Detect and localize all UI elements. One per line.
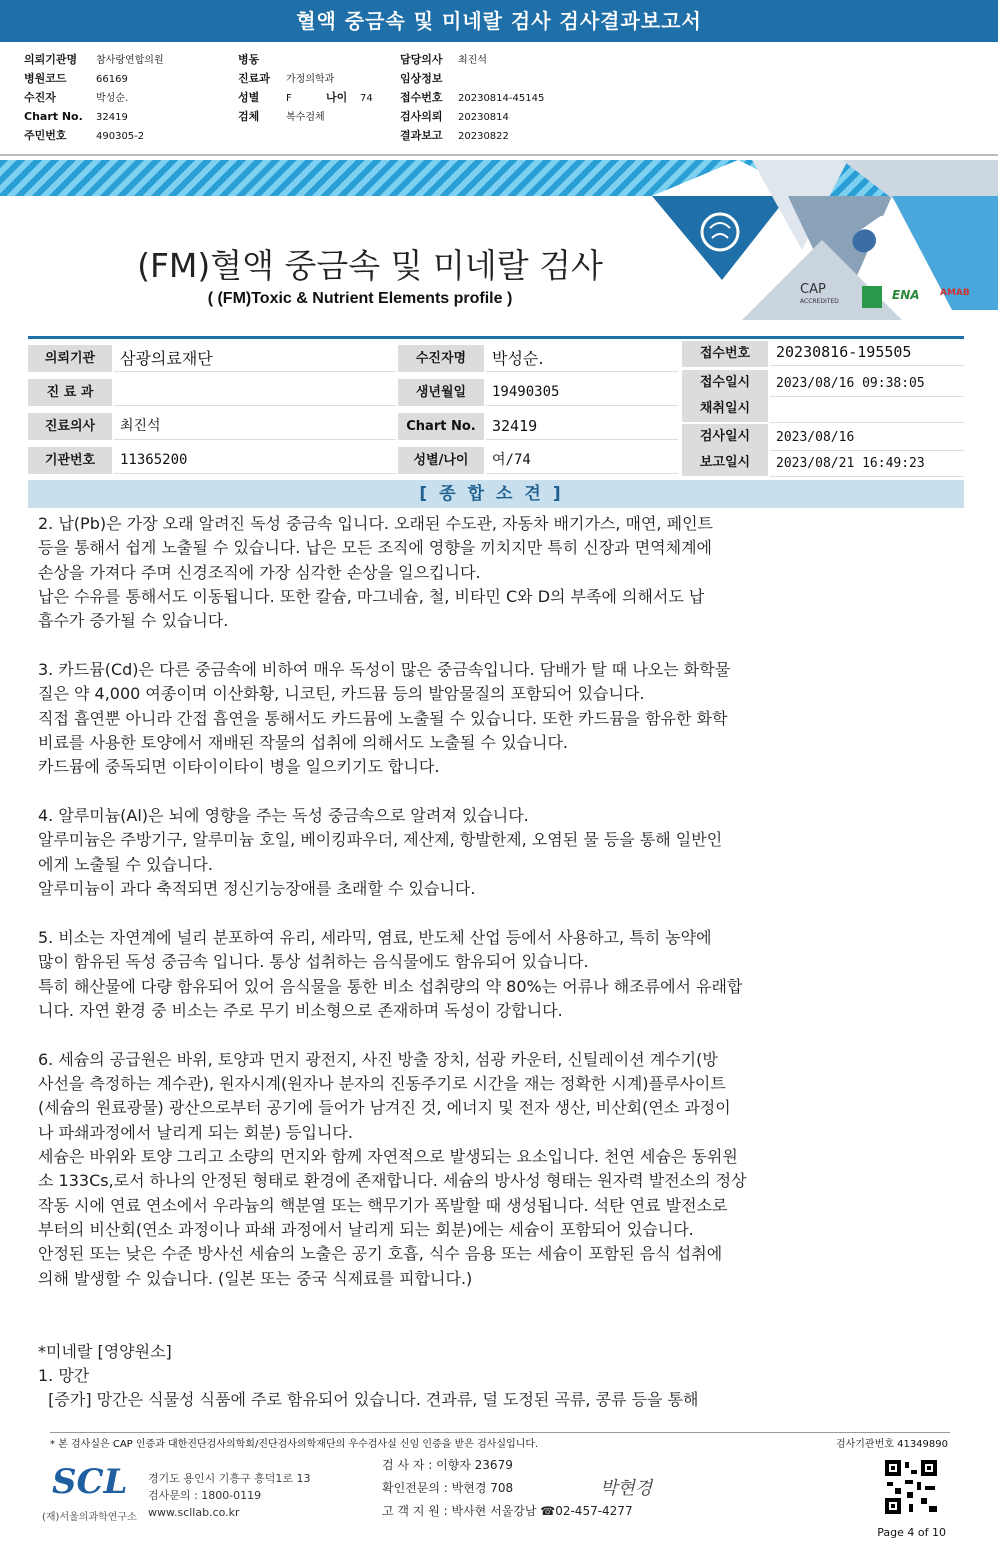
page-number: Page 4 of 10 — [877, 1526, 946, 1539]
summary-heading: [종합소견] — [28, 480, 964, 508]
chart-value: 32419 — [486, 413, 678, 440]
org-contact — [148, 1470, 311, 1521]
cap-logo: CAP — [800, 282, 826, 297]
age-label: 나이 — [326, 91, 348, 104]
header-field-label: 진료과 — [238, 72, 270, 85]
summary-line: 특히 해산물에 다량 함유되어 있어 음식물을 통한 비소 섭취량의 약 80%는 어류나 해조류에서 유래합 — [38, 976, 743, 996]
summary-text — [38, 512, 918, 1413]
cap-accredited-text: ACCREDITED — [800, 298, 839, 305]
dept-label: 진 료 과 — [28, 379, 112, 406]
header-field — [24, 107, 164, 126]
summary-line: (세슘의 원료광물) 광산으로부터 공기에 들어가 남겨진 것, 에너지 및 전자 생산, 비산회(연소 과정이 — [38, 1098, 731, 1118]
code-label: 기관번호 — [28, 447, 112, 474]
sex-age-value: 여/74 — [486, 447, 678, 474]
header-field-value: 32419 — [96, 112, 128, 123]
accreditation-logos — [800, 282, 990, 314]
summary-line: 5. 비소는 자연계에 널리 분포하여 유리, 세라믹, 염료, 반도체 산업 등에서 사용하고, 특히 농약에 — [38, 927, 712, 947]
summary-line: 등을 통해서 쉽게 노출될 수 있습니다. 납은 모든 조직에 영향을 끼치지만 특히 신장과 면역체계에 — [38, 538, 712, 558]
header-field-label: 수진자 — [24, 91, 56, 104]
header-field-label: 병동 — [238, 53, 260, 66]
summary-line — [38, 1291, 918, 1315]
patient-header — [0, 42, 998, 156]
header-field — [238, 50, 373, 69]
summary-line: 나 파쇄과정에서 날리게 되는 회분) 등입니다. — [38, 1122, 353, 1142]
header-field — [400, 126, 544, 145]
name-value: 박성순. — [486, 345, 678, 372]
birth-label: 생년월일 — [398, 379, 484, 406]
panel-title: (FM)혈액 중금속 및 미네랄 검사 — [137, 246, 603, 285]
summary-line: 알루미늄은 주방기구, 알루미늄 호일, 베이킹파우더, 제산제, 항발한제, 오염된 물 등을 통해 일반인 — [38, 830, 723, 850]
report-title: 혈액 중금속 및 미네랄 검사 검사결과보고서 — [296, 9, 702, 33]
summary-line: 6. 세슘의 공급원은 바위, 토양과 먼지 광전지, 사진 방출 장치, 섬광 카운터, 신틸레이션 계수기(방 — [38, 1049, 718, 1069]
doctor-label: 진료의사 — [28, 413, 112, 440]
header-field-label: 의뢰기관명 — [24, 53, 78, 66]
header-field — [238, 107, 373, 126]
ena-logo: ENA — [892, 288, 920, 302]
summary-line: 3. 카드뮴(Cd)은 다른 중금속에 비하여 매우 독성이 많은 중금속입니다. 담배가 탈 때 나오는 화학물 — [38, 660, 731, 680]
inst-value: 삼광의료재단 — [114, 345, 396, 372]
lm-logo — [862, 286, 882, 308]
summary-line — [38, 1023, 918, 1047]
header-field-value: F — [286, 93, 292, 104]
lab-institution-number: 검사기관번호 41349890 — [835, 1439, 948, 1450]
header-field-label: 주민번호 — [24, 129, 67, 142]
recv-date-value: 2023/08/16 09:38:05 — [770, 370, 964, 397]
header-field-value: 복수검체 — [286, 112, 325, 123]
signature: 박현경 — [600, 1478, 653, 1499]
summary-line — [38, 634, 918, 658]
summary-line: 소 133Cs,로서 하나의 안정된 형태로 환경에 존재합니다. 세슘의 방사성 형태는 원자력 발전소의 정상 — [38, 1171, 747, 1191]
tester: 검 사 자 : 이향자 23679 — [382, 1458, 513, 1472]
sex-age-label: 성별/나이 — [398, 447, 484, 474]
header-field — [400, 69, 544, 88]
summary-line: 1. 망간 — [38, 1366, 90, 1386]
summary-line: 직접 흡연뿐 아니라 간접 흡연을 통해서도 카드뮴에 노출될 수 있습니다. 또한 카드뮴을 함유한 화학 — [38, 708, 728, 728]
draw-date-value — [770, 396, 964, 423]
org-url[interactable]: www.scllab.co.kr — [148, 1506, 240, 1519]
summary-line: 안정된 또는 낮은 수준 방사선 세슘의 노출은 공기 호흡, 식수 음용 또는 세슘이 포함된 음식 섭취에 — [38, 1244, 723, 1264]
name-label: 수진자명 — [398, 345, 484, 372]
header-field-label: Chart No. — [24, 110, 83, 123]
org-address: 경기도 용인시 기흥구 흥덕1로 13 — [148, 1472, 311, 1485]
summary-line: 알루미늄이 과다 축적되면 정신기능장애를 초래할 수 있습니다. — [38, 879, 476, 899]
header-field — [238, 88, 373, 107]
code-value: 11365200 — [114, 447, 396, 474]
qr-code-icon — [883, 1458, 939, 1516]
header-field-label: 검사의뢰 — [400, 110, 443, 123]
summary-line: 4. 알루미늄(Al)은 뇌에 영향을 주는 독성 중금속으로 알려져 있습니다. — [38, 806, 529, 826]
staff-info — [382, 1454, 633, 1523]
header-field — [24, 88, 164, 107]
summary-line: 의해 발생할 수 있습니다. (일본 또는 중국 식제료를 피합니다.) — [38, 1268, 473, 1288]
summary-line: 손상을 가져다 주며 신경조직에 가장 심각한 손상을 일으킵니다. — [38, 562, 481, 582]
birth-value: 19490305 — [486, 379, 678, 406]
header-field-value: 490305-2 — [96, 131, 145, 142]
header-field — [400, 107, 544, 126]
panel-subtitle: ( (FM)Toxic & Nutrient Elements profile ) — [207, 290, 513, 307]
header-field-value: 가정의학과 — [286, 74, 335, 85]
page-footer — [0, 1450, 998, 1564]
accreditation-footnote — [50, 1432, 950, 1450]
summary-line: 비료를 사용한 토양에서 재배된 작물의 섭취에 의해서도 노출될 수 있습니다. — [38, 733, 568, 753]
header-field — [24, 50, 164, 69]
header-field-value: 66169 — [96, 74, 128, 85]
header-field-label: 접수번호 — [400, 91, 443, 104]
footnote-text: * 본 검사실은 CAP 인증과 대한진단검사의학회/진단검사의학재단의 우수검사실 신임 인증을 받은 검사실입니다. — [50, 1439, 539, 1450]
summary-line — [38, 1315, 918, 1339]
summary-line: 많이 함유된 독성 중금속 입니다. 통상 섭취하는 음식물에도 함유되어 있습니다. — [38, 952, 589, 972]
recv-no-value: 20230816-195505 — [770, 339, 964, 366]
header-field-value: 20230814 — [458, 112, 509, 123]
test-date-value: 2023/08/16 — [770, 424, 964, 451]
summary-line: 2. 납(Pb)은 가장 오래 알려진 독성 중금속 입니다. 오래된 수도관, 자동차 배기가스, 매연, 페인트 — [38, 514, 713, 533]
reviewer: 확인전문의 : 박현경 708 — [382, 1481, 514, 1495]
summary-line: 질은 약 4,000 여종이며 이산화황, 니코틴, 카드뮴 등의 발암물질의 포함되어 있습니다. — [38, 684, 645, 704]
org-phone: 검사문의 : 1800-0119 — [148, 1489, 262, 1502]
summary-line: 카드뮴에 중독되면 이타이이타이 병을 일으키기도 합니다. — [38, 757, 440, 777]
recv-no-label: 접수번호 — [682, 341, 768, 367]
report-title-bar — [0, 0, 998, 42]
header-field-value: 20230814-45145 — [458, 93, 545, 104]
org-name: (재)서울의과학연구소 — [42, 1512, 137, 1523]
amab-logo: AMAB — [940, 288, 970, 298]
chart-label: Chart No. — [398, 413, 484, 440]
summary-line — [38, 902, 918, 926]
header-field — [24, 69, 164, 88]
header-field-label: 병원코드 — [24, 72, 67, 85]
header-field-label: 검체 — [238, 110, 260, 123]
header-field — [400, 88, 544, 107]
header-field-value: 참사랑연합의원 — [96, 55, 164, 66]
summary-line: 흡수가 증가될 수 있습니다. — [38, 611, 229, 631]
header-field-label: 성별 — [238, 91, 260, 104]
inst-label: 의뢰기관 — [28, 345, 112, 372]
header-field — [238, 69, 373, 88]
header-field — [24, 126, 164, 145]
report-date-value: 2023/08/21 16:49:23 — [770, 450, 964, 477]
summary-line: 니다. 자연 환경 중 비소는 주로 무기 비소형으로 존재하며 독성이 강합니다. — [38, 1000, 563, 1020]
header-field — [400, 50, 544, 69]
dept-value — [114, 379, 396, 406]
summary-line — [38, 780, 918, 804]
header-field-value: 박성순. — [96, 93, 129, 104]
patient-info-table — [28, 336, 964, 472]
report-date-label: 보고일시 — [682, 450, 768, 476]
summary-line: *미네랄 [영양원소] — [38, 1341, 172, 1361]
recv-date-label: 접수일시 — [682, 370, 768, 396]
header-field-label: 담당의사 — [400, 53, 443, 66]
customer-support: 고 객 지 원 : 박사현 서울강남 ☎02-457-4277 — [382, 1504, 633, 1518]
header-field-value: 20230822 — [458, 131, 509, 142]
doctor-value: 최진석 — [114, 413, 396, 440]
header-field-label: 임상정보 — [400, 72, 443, 85]
summary-line: 납은 수유를 통해서도 이동됩니다. 또한 칼슘, 마그네슘, 철, 비타민 C와 D의 부족에 의해서도 납 — [38, 587, 705, 607]
header-field-value: 최진석 — [458, 55, 487, 66]
summary-line: 부터의 비산회(연소 과정이나 파쇄 과정에서 날리게 되는 회분)에는 세슘이 포함되어 있습니다. — [38, 1219, 694, 1239]
header-field-label: 결과보고 — [400, 129, 443, 142]
test-date-label: 검사일시 — [682, 424, 768, 450]
summary-line: 작동 시에 연료 연소에서 우라늄의 핵분열 또는 핵무기가 폭발할 때 생성됩니다. 석탄 연료 발전소로 — [38, 1195, 728, 1215]
draw-date-label: 채취일시 — [682, 396, 768, 422]
summary-line: [증가] 망간은 식물성 식품에 주로 함유되어 있습니다. 견과류, 덜 도정된 곡류, 콩류 등을 통해 — [38, 1390, 699, 1410]
scl-logo: SCL — [52, 1462, 128, 1502]
summary-line: 세슘은 바위와 토양 그리고 소량의 먼지와 함께 자연적으로 발생되는 요소입니다. 천연 세슘은 동위원 — [38, 1146, 738, 1166]
summary-line: 사선을 측정하는 계수관), 원자시계(원자나 분자의 진동주기로 시간을 재는 정확한 시계)플루사이트 — [38, 1073, 726, 1093]
summary-line: 에게 노출될 수 있습니다. — [38, 854, 213, 874]
age-value: 74 — [360, 93, 373, 104]
